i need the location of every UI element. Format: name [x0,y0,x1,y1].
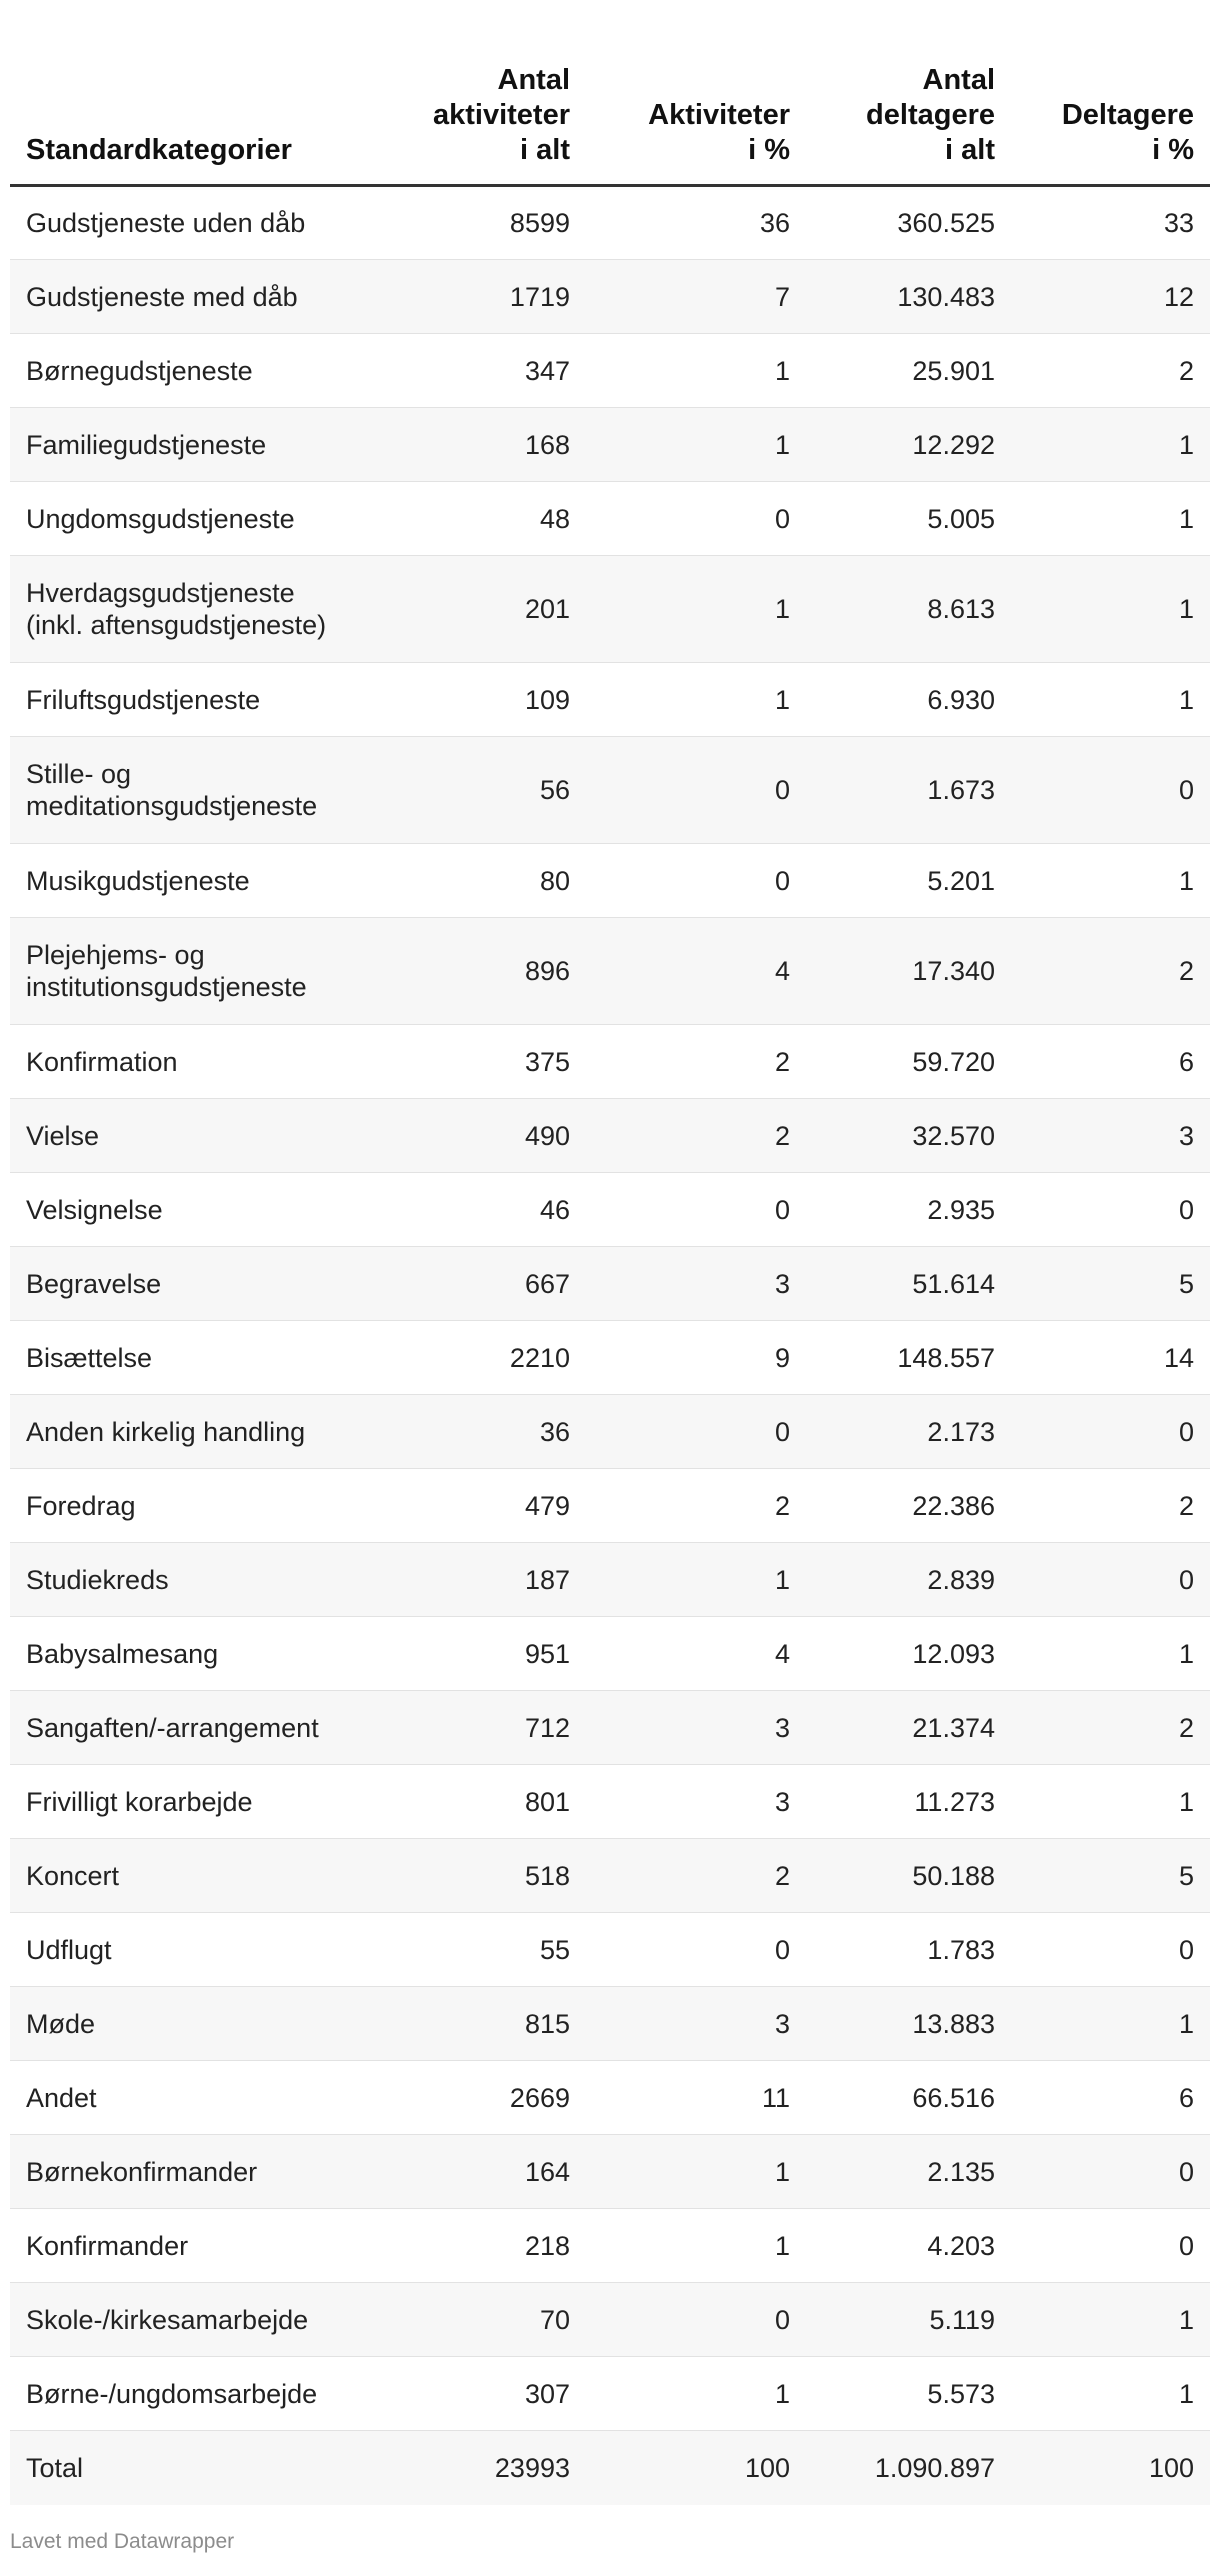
cell-activities-pct: 1 [586,556,806,663]
cell-participants-total: 2.935 [806,1173,1011,1247]
cell-participants-pct: 0 [1011,2135,1210,2209]
table-row [10,2209,1210,2283]
cell-participants-total: 59.720 [806,1025,1011,1099]
cell-participants-total: 5.573 [806,2357,1011,2431]
header-participants-total-line: i alt [945,134,995,166]
cell-activities-pct: 0 [586,2283,806,2357]
category-label: Børne-/ungdomsarbejde [26,2378,318,2409]
category-label: Velsignelse [26,1194,163,1225]
cell-participants-total: 4.203 [806,2209,1011,2283]
header-activities-total [400,0,586,186]
cell-category [10,1691,400,1765]
cell-participants-pct: 5 [1011,1839,1210,1913]
cell-category [10,482,400,556]
cell-participants-total: 5.119 [806,2283,1011,2357]
cell-activities-pct: 1 [586,408,806,482]
cell-participants-pct: 0 [1011,1395,1210,1469]
cell-participants-total: 66.516 [806,2061,1011,2135]
category-label: Skole-/kirkesamarbejde [26,2304,309,2335]
cell-participants-total: 1.673 [806,737,1011,844]
category-label: Musikgudstjeneste [26,865,250,896]
cell-participants-pct: 0 [1011,737,1210,844]
cell-activities-total: 712 [400,1691,586,1765]
cell-activities-pct: 1 [586,2135,806,2209]
cell-activities-pct: 0 [586,1395,806,1469]
header-activities-pct [586,0,806,186]
cell-participants-total: 21.374 [806,1691,1011,1765]
table-row [10,1913,1210,1987]
category-label: Konfirmander [26,2230,189,2261]
cell-participants-pct: 1 [1011,844,1210,918]
cell-participants-pct: 2 [1011,1469,1210,1543]
cell-activities-total: 896 [400,918,586,1025]
cell-activities-pct: 1 [586,334,806,408]
header-participants-pct-line: i % [1152,134,1194,166]
table-row [10,334,1210,408]
cell-activities-total: 80 [400,844,586,918]
table-row [10,1247,1210,1321]
cell-activities-pct: 4 [586,1617,806,1691]
cell-participants-total: 1.783 [806,1913,1011,1987]
cell-activities-total: 218 [400,2209,586,2283]
cell-category [10,663,400,737]
header-activities-total-line: i alt [520,134,570,166]
header-activities-total-line: aktiviteter [432,99,570,131]
cell-participants-total: 17.340 [806,918,1011,1025]
category-label: Anden kirkelig handling [26,1416,306,1447]
cell-participants-total: 1.090.897 [806,2431,1011,2505]
header-participants-total [806,0,1011,186]
cell-participants-pct: 1 [1011,2357,1210,2431]
cell-category [10,1173,400,1247]
footer-credit: Lavet med Datawrapper [10,2530,235,2553]
cell-activities-pct: 2 [586,1839,806,1913]
cell-participants-total: 32.570 [806,1099,1011,1173]
cell-activities-pct: 0 [586,1173,806,1247]
total-row [10,2431,1210,2505]
cell-participants-pct: 0 [1011,2209,1210,2283]
table-row [10,186,1210,260]
cell-participants-total: 8.613 [806,556,1011,663]
cell-activities-total: 2210 [400,1321,586,1395]
category-label: Koncert [26,1860,120,1891]
cell-activities-total: 375 [400,1025,586,1099]
cell-activities-total: 56 [400,737,586,844]
category-label: Møde [26,2008,96,2039]
cell-category [10,2431,400,2505]
category-label: Hverdagsgudstjeneste [26,578,295,608]
cell-category [10,2283,400,2357]
header-activities-pct-line: Aktiviteter [648,99,790,131]
cell-activities-pct: 3 [586,1691,806,1765]
header-row [10,0,1210,186]
cell-category [10,1247,400,1321]
cell-category [10,1543,400,1617]
header-participants-total-line: Antal [922,64,995,96]
table-row [10,2283,1210,2357]
cell-activities-total: 46 [400,1173,586,1247]
cell-participants-pct: 0 [1011,1543,1210,1617]
cell-participants-pct: 6 [1011,1025,1210,1099]
header-activities-total-line: Antal [497,64,570,96]
cell-category [10,2209,400,2283]
table-body [10,186,1210,2505]
cell-participants-total: 2.135 [806,2135,1011,2209]
cell-activities-pct: 1 [586,663,806,737]
cell-activities-pct: 100 [586,2431,806,2505]
category-label: Begravelse [26,1268,162,1299]
cell-participants-total: 11.273 [806,1765,1011,1839]
cell-category [10,2357,400,2431]
cell-activities-pct: 9 [586,1321,806,1395]
table-row [10,1395,1210,1469]
cell-participants-pct: 0 [1011,1913,1210,1987]
table-row [10,918,1210,1025]
cell-participants-total: 12.292 [806,408,1011,482]
category-label: Vielse [26,1120,100,1151]
cell-category [10,1321,400,1395]
table-row [10,2357,1210,2431]
header-participants-total-line: deltagere [866,99,995,131]
table-row [10,2135,1210,2209]
cell-activities-pct: 2 [586,1469,806,1543]
activity-table [10,0,1210,2505]
cell-participants-total: 22.386 [806,1469,1011,1543]
cell-activities-pct: 0 [586,1913,806,1987]
category-label: Stille- og [26,759,132,789]
cell-category [10,1617,400,1691]
cell-participants-total: 50.188 [806,1839,1011,1913]
cell-participants-total: 6.930 [806,663,1011,737]
cell-category [10,1839,400,1913]
header-participants-pct-line: Deltagere [1061,99,1194,131]
cell-participants-pct: 1 [1011,1765,1210,1839]
cell-participants-pct: 1 [1011,408,1210,482]
category-label: Foredrag [26,1490,136,1521]
cell-activities-total: 801 [400,1765,586,1839]
category-label: Frivilligt korarbejde [26,1786,253,1817]
table-row [10,1987,1210,2061]
cell-category [10,1395,400,1469]
category-label: Gudstjeneste med dåb [26,281,298,312]
cell-activities-pct: 1 [586,2209,806,2283]
category-label: Friluftsgudstjeneste [26,684,261,715]
header-activities-pct-line: i % [748,134,790,166]
category-label: Ungdomsgudstjeneste [26,503,295,534]
cell-activities-pct: 4 [586,918,806,1025]
category-label: Familiegudstjeneste [26,429,267,460]
cell-category [10,186,400,260]
header-participants-pct [1011,0,1210,186]
cell-activities-total: 667 [400,1247,586,1321]
category-label: Konfirmation [26,1046,178,1077]
cell-participants-pct: 1 [1011,2283,1210,2357]
cell-category [10,260,400,334]
category-label: Total [26,2452,84,2483]
cell-activities-total: 187 [400,1543,586,1617]
cell-activities-pct: 7 [586,260,806,334]
cell-category [10,1765,400,1839]
cell-participants-total: 12.093 [806,1617,1011,1691]
table-row [10,408,1210,482]
category-label: (inkl. aftensgudstjeneste) [26,610,327,640]
cell-category [10,1987,400,2061]
table-row [10,663,1210,737]
table-header [10,0,1210,186]
cell-activities-total: 48 [400,482,586,556]
cell-category [10,1469,400,1543]
table-row [10,1617,1210,1691]
category-label: Børnegudstjeneste [26,355,253,386]
cell-activities-total: 518 [400,1839,586,1913]
data-table-container [10,0,1210,2505]
cell-category [10,737,400,844]
cell-participants-total: 51.614 [806,1247,1011,1321]
cell-category [10,2135,400,2209]
cell-participants-pct: 33 [1011,186,1210,260]
cell-activities-total: 36 [400,1395,586,1469]
cell-activities-total: 479 [400,1469,586,1543]
cell-participants-pct: 5 [1011,1247,1210,1321]
cell-participants-total: 25.901 [806,334,1011,408]
cell-activities-total: 307 [400,2357,586,2431]
cell-participants-pct: 2 [1011,918,1210,1025]
cell-activities-pct: 3 [586,1765,806,1839]
cell-participants-total: 5.201 [806,844,1011,918]
table-row [10,1543,1210,1617]
table-row [10,1099,1210,1173]
cell-activities-total: 490 [400,1099,586,1173]
cell-activities-total: 951 [400,1617,586,1691]
cell-category [10,2061,400,2135]
category-label: institutionsgudstjeneste [26,972,307,1002]
cell-activities-pct: 1 [586,1543,806,1617]
cell-participants-pct: 3 [1011,1099,1210,1173]
cell-category [10,334,400,408]
cell-activities-pct: 2 [586,1099,806,1173]
table-row [10,737,1210,844]
cell-activities-pct: 11 [586,2061,806,2135]
table-row [10,1691,1210,1765]
table-row [10,1839,1210,1913]
cell-participants-pct: 1 [1011,482,1210,556]
cell-activities-total: 815 [400,1987,586,2061]
cell-participants-pct: 6 [1011,2061,1210,2135]
cell-category [10,1913,400,1987]
cell-participants-total: 2.173 [806,1395,1011,1469]
cell-participants-pct: 1 [1011,1987,1210,2061]
cell-activities-total: 2669 [400,2061,586,2135]
category-label: Børnekonfirmander [26,2156,258,2187]
cell-participants-pct: 1 [1011,556,1210,663]
cell-participants-pct: 2 [1011,1691,1210,1765]
table-row [10,260,1210,334]
cell-participants-total: 148.557 [806,1321,1011,1395]
cell-activities-total: 164 [400,2135,586,2209]
header-category [10,0,400,186]
header-category-line: Standardkategorier [26,134,292,166]
cell-category [10,556,400,663]
category-label: Bisættelse [26,1342,153,1373]
category-label: Sangaften/-arrangement [26,1712,319,1743]
cell-activities-total: 168 [400,408,586,482]
cell-participants-pct: 2 [1011,334,1210,408]
cell-participants-total: 130.483 [806,260,1011,334]
table-row [10,556,1210,663]
cell-activities-total: 55 [400,1913,586,1987]
category-label: Gudstjeneste uden dåb [26,208,306,238]
cell-activities-pct: 0 [586,844,806,918]
cell-category [10,408,400,482]
table-row [10,482,1210,556]
cell-participants-total: 13.883 [806,1987,1011,2061]
cell-participants-total: 360.525 [806,186,1011,260]
cell-activities-total: 201 [400,556,586,663]
cell-participants-pct: 1 [1011,1617,1210,1691]
cell-activities-total: 1719 [400,260,586,334]
cell-activities-total: 23993 [400,2431,586,2505]
category-label: Studiekreds [26,1564,169,1595]
table-row [10,1025,1210,1099]
cell-activities-pct: 0 [586,737,806,844]
cell-participants-pct: 0 [1011,1173,1210,1247]
cell-participants-pct: 1 [1011,663,1210,737]
category-label: Plejehjems- og [26,940,205,970]
cell-activities-pct: 0 [586,482,806,556]
cell-activities-total: 8599 [400,186,586,260]
cell-participants-pct: 14 [1011,1321,1210,1395]
cell-category [10,844,400,918]
table-row [10,844,1210,918]
cell-category [10,918,400,1025]
cell-participants-total: 2.839 [806,1543,1011,1617]
cell-activities-total: 109 [400,663,586,737]
category-label: meditationsgudstjeneste [26,791,318,821]
category-label: Udflugt [26,1934,112,1965]
category-label: Andet [26,2082,97,2113]
cell-category [10,1099,400,1173]
table-row [10,1469,1210,1543]
cell-participants-pct: 12 [1011,260,1210,334]
cell-activities-pct: 3 [586,1987,806,2061]
cell-activities-pct: 2 [586,1025,806,1099]
cell-participants-total: 5.005 [806,482,1011,556]
table-row [10,1765,1210,1839]
cell-activities-total: 347 [400,334,586,408]
category-label: Babysalmesang [26,1638,219,1669]
cell-activities-pct: 36 [586,186,806,260]
cell-activities-total: 70 [400,2283,586,2357]
table-row [10,1173,1210,1247]
table-row [10,1321,1210,1395]
cell-category [10,1025,400,1099]
table-row [10,2061,1210,2135]
cell-activities-pct: 3 [586,1247,806,1321]
cell-participants-pct: 100 [1011,2431,1210,2505]
cell-activities-pct: 1 [586,2357,806,2431]
